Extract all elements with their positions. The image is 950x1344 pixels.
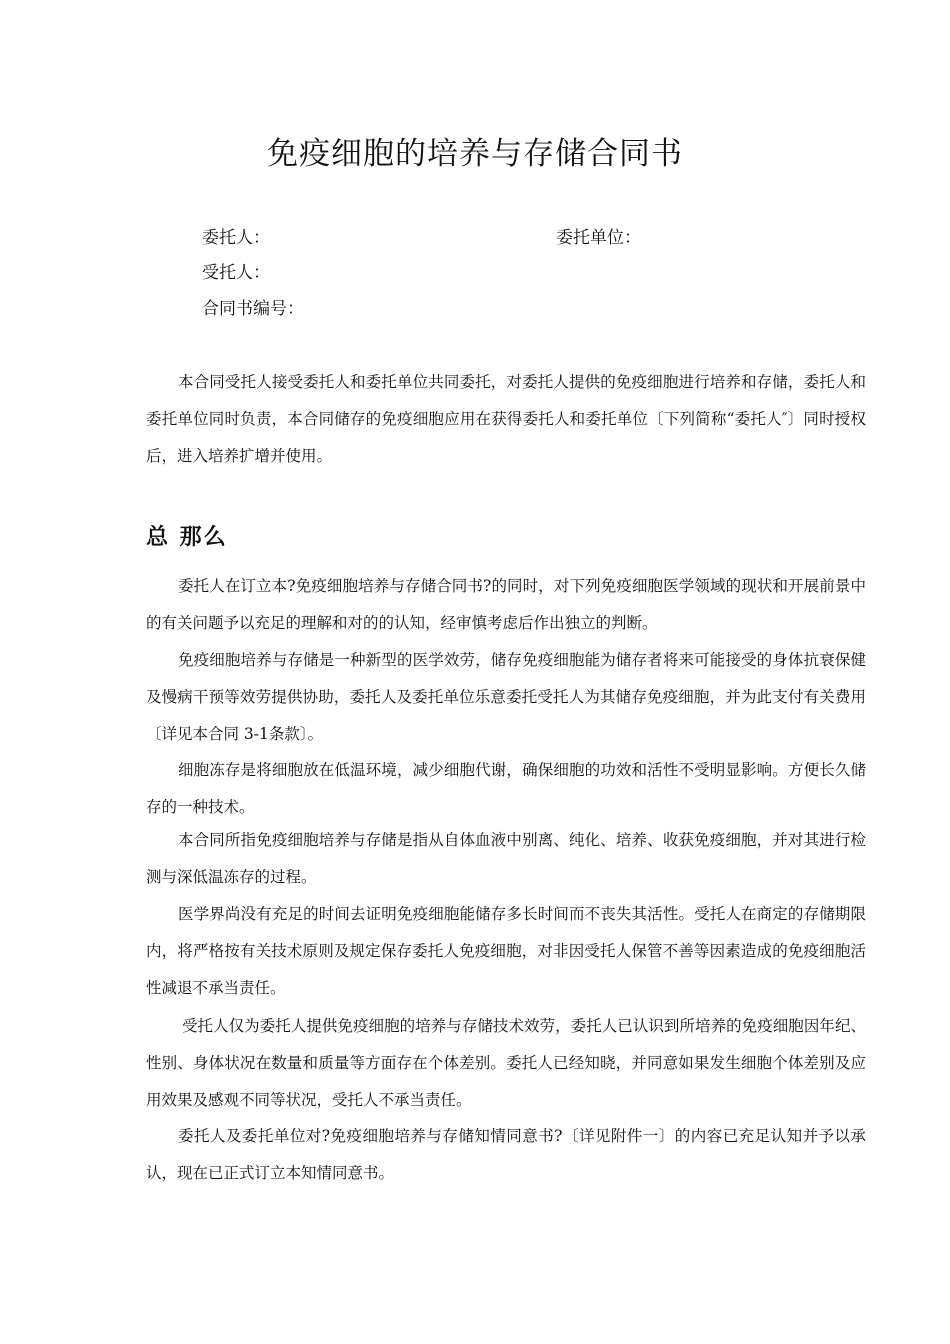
intro-paragraph: 本合同受托人接受委托人和委托单位共同委托，对委托人提供的免疫细胞进行培养和存储，委托人和委托单位同时负责，本合同储存的免疫细胞应用在获得委托人和委托单位〔下列简称“委托人″〕同时授权后，进入培养扩增并使用。 bbox=[146, 373, 866, 465]
client-field-label: 委托人： bbox=[202, 228, 270, 248]
client-unit-field-label: 委托单位： bbox=[556, 228, 641, 248]
paragraph-5: 医学界尚没有充足的时间去证明免疫细胞能储存多长时间而不丧失其活性。受托人在商定的存储期限内，将严格按有关技术原则及规定保存委托人免疫细胞，对非因受托人保管不善等因素造成的免疫细胞活性减退不承当责任。 bbox=[146, 905, 866, 997]
trustee-field-label: 受托人： bbox=[202, 263, 270, 283]
page-title: 免疫细胞的培养与存储合同书 bbox=[267, 136, 683, 172]
contract-number-field-label: 合同书编号： bbox=[202, 299, 304, 319]
paragraph-2: 免疫细胞培养与存储是一种新型的医学效劳，储存免疫细胞能为储存者将来可能接受的身体抗衰保健及慢病干预等效劳提供协助，委托人及委托单位乐意委托受托人为其储存免疫细胞，并为此支付有关费用〔详见本合同 3-1条款〕。 bbox=[146, 651, 866, 743]
paragraph-4: 本合同所指免疫细胞培养与存储是指从自体血液中别离、纯化、培养、收获免疫细胞，并对其进行检测与深低温冻存的过程。 bbox=[146, 831, 866, 886]
paragraph-6: 受托人仅为委托人提供免疫细胞的培养与存储技术效劳，委托人已认识到所培养的免疫细胞因年纪、性别、身体状况在数量和质量等方面存在个体差别。委托人已经知晓，并同意如果发生细胞个体差别及应用效果及感观不同等状况，受托人不承当责任。 bbox=[146, 1017, 866, 1109]
paragraph-7: 委托人及委托单位对?免疫细胞培养与存储知情同意书?〔详见附件一〕的内容已充足认知并予以承认，现在已正式订立本知情同意书。 bbox=[146, 1127, 866, 1182]
section-heading: 总 那么 bbox=[146, 525, 228, 550]
paragraph-1: 委托人在订立本?免疫细胞培养与存储合同书?的同时，对下列免疫细胞医学领域的现状和开展前景中的有关问题予以充足的理解和对的的认知，经审慎考虑后作出独立的判断。 bbox=[146, 577, 866, 632]
paragraph-3: 细胞冻存是将细胞放在低温环境，减少细胞代谢，确保细胞的功效和活性不受明显影响。方便长久储存的一种技术。 bbox=[146, 761, 866, 816]
